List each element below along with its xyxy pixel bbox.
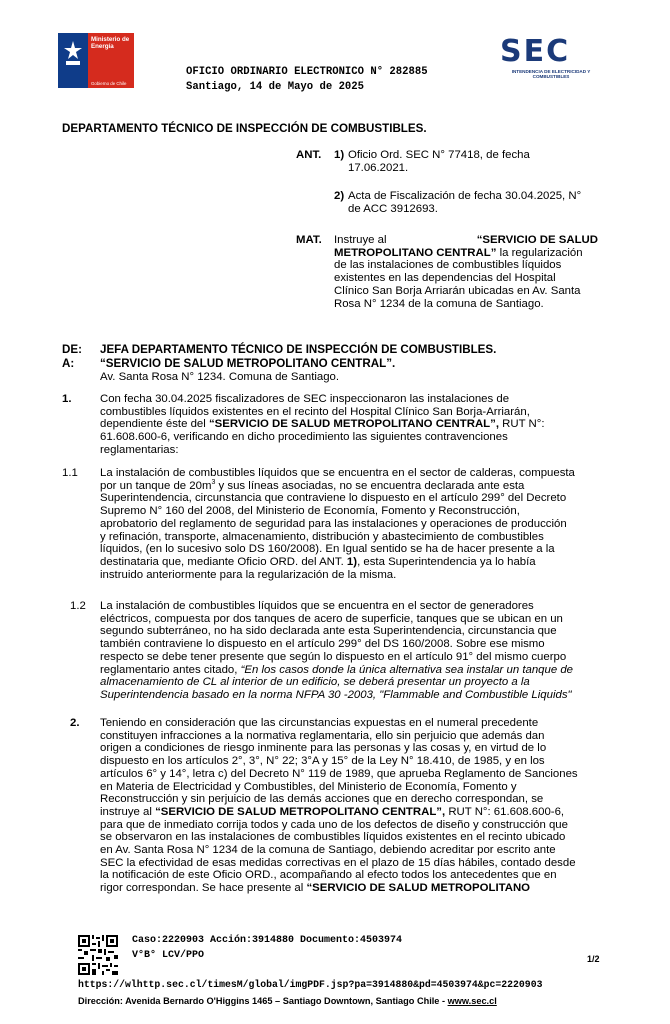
p12-number: 1.2 <box>70 600 86 612</box>
p2-line: se observaron en las instalaciones de combustibles líquidos existentes en el recinto ubicado <box>100 831 566 844</box>
sec-logo <box>500 36 592 82</box>
p2-addressee: “SERVICIO DE SALUD METROPOLITANO <box>306 882 531 895</box>
p11-text: y sus líneas asociadas, no se encuentra declarada ante esta <box>215 479 525 492</box>
p12-line: La instalación de combustibles líquidos que se encuentra en el sector de generadores <box>100 600 534 612</box>
p11-text: destinataria que, mediante Oficio ORD. del ANT. <box>100 555 347 568</box>
a-label: A: <box>62 357 75 370</box>
vb-line: V°B° LCV/PPO <box>132 950 205 961</box>
p1-line <box>100 418 598 431</box>
p12-quote: “En los casos donde la única alternativa sea instalar un tanque de <box>240 663 574 676</box>
mat-text: la regularización <box>496 246 583 259</box>
a-address: Av. Santa Rosa N° 1234. Comuna de Santiago. <box>100 371 340 383</box>
mat-line: Clínico San Borja Arriarán ubicadas en Av. Santa <box>334 284 581 297</box>
p11-line: instruido anteriormente para la regularización de la misma. <box>100 568 397 581</box>
p2-number: 2. <box>70 717 80 729</box>
p11-line <box>100 480 598 493</box>
ant-item-2 <box>348 190 598 215</box>
p11-line: La instalación de combustibles líquidos que se encuentra en el sector de calderas, compuesta <box>100 467 575 479</box>
ministry-logo-footer: Gobierno de Chile <box>91 81 127 86</box>
footer-address <box>78 996 497 1006</box>
p12-quote-line: almacenamiento de CL al interior de un edificio, se deberá presentar un proyecto a la <box>100 676 530 689</box>
office-number: OFICIO ORDINARIO ELECTRONICO N° 282885 <box>186 66 428 78</box>
mat-line: de las instalaciones de combustibles líquidos <box>334 259 562 272</box>
p2-text: RUT N°: 61.608.600-6, <box>445 805 565 818</box>
case-line: Caso:2220903 Acción:3914880 Documento:4503974 <box>132 935 403 946</box>
p11-line: aprobatorio del reglamento de seguridad para las instalaciones y operaciones de producción <box>100 517 567 530</box>
sec-logo-subtitle: INTENDENCIA DE ELECTRICIDAD Y COMBUSTIBLES <box>511 69 591 80</box>
mat-addressee: “SERVICIO DE SALUD <box>476 234 598 246</box>
a-value: “SERVICIO DE SALUD METROPOLITANO CENTRAL”. <box>100 357 396 370</box>
ant-item-2-line: de ACC 3912693. <box>348 202 438 215</box>
p12-line <box>100 664 598 677</box>
mat-line: existentes en las dependencias del Hospital <box>334 272 556 285</box>
mat-line: Rosa N° 1234 de la comuna de Santiago. <box>334 297 544 310</box>
p12-line: segundo subterráneo, no ha sido declarada ante esta Superintendencia, circunstancia que <box>100 625 557 638</box>
website-link[interactable]: www.sec.cl <box>447 996 497 1006</box>
coat-of-arms-icon <box>60 39 86 69</box>
p12-line: respecto se debe tener presente que según lo dispuesto en el artículo 91° del mismo cuerpo <box>100 650 567 663</box>
p1-text: RUT N°: <box>499 418 545 431</box>
qr-code-icon <box>78 935 118 975</box>
mat-line <box>334 234 598 247</box>
p2-line <box>100 882 598 895</box>
mat-label: MAT. <box>296 234 322 246</box>
footer-address-text: Dirección: Avenida Bernardo O'Higgins 1465 – Santiago Downtown, Santiago Chile - <box>78 996 448 1006</box>
sec-logo-letters: SEC <box>500 34 571 69</box>
p2-line: artículos 6° y 14°, letra c) del Decreto N° 119 de 1989, que aprueba Reglamento de Sanciones <box>100 767 578 780</box>
mat-text: Instruye al <box>334 234 387 246</box>
p2-line: para que de inmediato corrija todos y cada uno de los defectos de diseño y construcción que <box>100 818 568 831</box>
ant-item-2-line: Acta de Fiscalización de fecha 30.04.2025, N° <box>348 190 582 202</box>
p11-line <box>100 556 598 569</box>
p11-line: Superintendencia, circunstancia que contraviene lo dispuesto en el artículo 299° del Decreto <box>100 492 567 505</box>
p2-line: Teniendo en consideración que las circunstancias expuestas en el numeral precedente <box>100 717 539 729</box>
p1-line: combustibles líquidos existentes en el recinto del Hospital Clínico San Borja-Arriarán, <box>100 405 530 418</box>
p2-line: Reconstrucción y sin perjuicio de las demás acciones que en derecho correspondan, se <box>100 793 544 806</box>
p12-body <box>100 600 598 702</box>
p11-superscript: 3 <box>211 478 216 486</box>
p1-body <box>100 393 598 457</box>
document-url[interactable]: https://wlhttp.sec.cl/timesM/global/imgPDF.jsp?pa=3914880&pd=4503974&pc=2220903 <box>78 979 543 990</box>
p11-text: , esta Superintendencia ya lo había <box>357 555 536 568</box>
ant-label: ANT. <box>296 149 322 161</box>
page-number: 1/2 <box>587 954 600 964</box>
p11-line: y refinación, transporte, almacenamiento, distribución y abastecimiento de combustibles <box>100 530 544 543</box>
ant-item-2-num: 2) <box>334 190 345 202</box>
p12-text: reglamentario antes citado, <box>100 663 241 676</box>
ant-item-1-num: 1) <box>334 149 345 161</box>
department-heading: DEPARTAMENTO TÉCNICO DE INSPECCIÓN DE COMBUSTIBLES. <box>62 122 427 135</box>
p12-line: eléctricos, compuesta por dos tanques de acero de superficie, tanques que se ubican en un <box>100 612 563 625</box>
p2-body <box>100 717 598 895</box>
ant-item-1-line: 17.06.2021. <box>348 161 409 174</box>
de-value: JEFA DEPARTAMENTO TÉCNICO DE INSPECCIÓN DE COMBUSTIBLES. <box>100 343 497 356</box>
de-label: DE: <box>62 343 82 356</box>
p12-line: también contraviene lo dispuesto en el artículo 299° del DS 160/2008. Sobre ese mismo <box>100 638 545 651</box>
p11-text: por un tanque de 20m <box>100 479 212 492</box>
p2-line: en Materia de Electricidad y Combustibles, del Ministerio de Economía, Fomento y <box>100 780 517 793</box>
p2-line <box>100 806 598 819</box>
ant-item-1-line: Oficio Ord. SEC N° 77418, de fecha <box>348 149 530 161</box>
p2-text: instruye al <box>100 805 156 818</box>
ministry-logo <box>58 33 134 88</box>
p2-line: en Av. Santa Rosa N° 1234 de la comuna de Santiago, debiendo acreditar por escrito ante <box>100 844 556 857</box>
p2-line: dispuesto en los artículos 2°, 3°, N° 22; 3°A y 15° de la Ley N° 18.410, de 1985, y en los <box>100 755 545 768</box>
p1-line: reglamentarias: <box>100 443 179 456</box>
p2-line: origen a condiciones de riesgo inminente para las personas y las cosas y, en virtud de lo <box>100 742 547 755</box>
place-date: Santiago, 14 de Mayo de 2025 <box>186 81 365 93</box>
p11-body <box>100 467 598 581</box>
p1-addressee: “SERVICIO DE SALUD METROPOLITANO CENTRAL”, <box>208 418 499 431</box>
p12-quote-line: Superintendencia basado en la norma NFPA 30 -2003, "Flammable and Combustible Liquids" <box>100 688 572 701</box>
mat-body <box>334 234 598 310</box>
p11-ref: 1) <box>346 555 358 568</box>
p2-line: SEC la efectividad de esas medidas correctivas en el plazo de 15 días hábiles, contado desde <box>100 856 576 869</box>
p2-addressee: “SERVICIO DE SALUD METROPOLITANO CENTRAL”, <box>155 805 446 818</box>
p11-number: 1.1 <box>62 467 78 479</box>
p11-line: Supremo N° 160 del 2008, del Ministerio de Economía, Fomento y Reconstrucción, <box>100 505 520 518</box>
p11-line: líquidos, (en lo sucesivo solo DS 160/2008). En Igual sentido se ha de hacer presente a la <box>100 543 555 556</box>
mat-line <box>334 247 598 260</box>
p1-text: dependiente éste del <box>100 418 209 431</box>
p1-number: 1. <box>62 393 72 405</box>
p2-line: constituyen infracciones a la normativa reglamentaria, ello sin perjuicio que además dan <box>100 729 545 742</box>
mat-addressee: METROPOLITANO CENTRAL” <box>334 246 497 259</box>
p1-line: 61.608.600-6, verificando en dicho procedimiento las siguientes contravenciones <box>100 431 508 444</box>
p2-text: rigor correspondan. Se hace presente al <box>100 882 307 895</box>
p2-line: la notificación de este Oficio ORD., acompañando al efecto todos los antecedentes que en <box>100 869 557 882</box>
p1-line: Con fecha 30.04.2025 fiscalizadores de SEC inspeccionaron las instalaciones de <box>100 393 510 405</box>
ministry-logo-text: Ministerio de Energía <box>91 36 130 50</box>
ant-item-1 <box>348 149 598 174</box>
